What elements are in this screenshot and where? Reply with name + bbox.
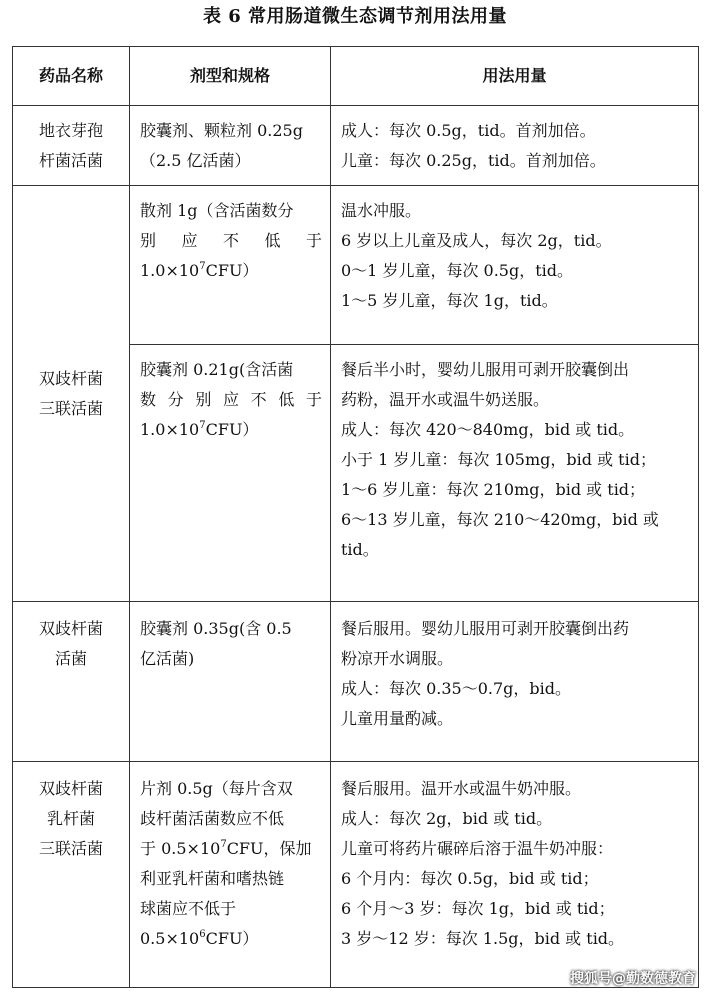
drug-name-cell — [13, 106, 130, 186]
usage-line: 儿童用量酌减。 — [341, 709, 454, 728]
usage-line: 餐后服用。温开水或温牛奶冲服。 — [341, 779, 582, 798]
usage-line: 6 岁以上儿童及成人，每次 2g，tid。 — [341, 231, 612, 250]
drug-name-line: 双歧杆菌 — [38, 779, 103, 798]
drug-name-cell — [13, 762, 130, 988]
usage-line: 6 个月～3 岁：每次 1g，bid 或 tid； — [341, 899, 615, 918]
drug-name-line: 杆菌活菌 — [38, 150, 103, 170]
drug-name-line: 双歧杆菌 — [38, 619, 103, 638]
drug-name-line: 地衣芽孢 — [38, 120, 103, 140]
usage-line: 温水冲服。 — [341, 201, 422, 220]
header-form-spec: 剂型和规格 — [130, 47, 331, 106]
usage-cell — [331, 602, 699, 762]
form-spec-line: 胶囊剂 0.35g(含 0.5 — [140, 619, 292, 638]
usage-cell — [331, 186, 699, 345]
form-spec-cell — [130, 762, 331, 988]
form-spec-line: 数 分 别 应 不 低 于 — [140, 390, 322, 409]
usage-line: 餐后服用。婴幼儿服用可剥开胶囊倒出药 — [341, 619, 630, 638]
form-spec-line: 球菌应不低于 — [140, 899, 237, 918]
table-row — [13, 762, 699, 988]
header-usage: 用法用量 — [331, 47, 699, 106]
form-spec-line: 胶囊剂、颗粒剂 0.25g — [140, 121, 303, 140]
form-spec-line: 片剂 0.5g（每片含双 — [140, 779, 293, 798]
usage-line: 药粉，温开水或温牛奶送服。 — [341, 390, 550, 409]
table-row — [13, 106, 699, 186]
form-spec-line: 歧杆菌活菌数应不低 — [140, 809, 285, 828]
usage-cell — [331, 762, 699, 988]
drug-name-line: 三联活菌 — [38, 839, 103, 858]
form-spec-line: 散剂 1g（含活菌数分 — [140, 201, 294, 220]
usage-line: 1～6 岁儿童：每次 210mg，bid 或 tid； — [341, 480, 646, 499]
usage-line: 儿童可将药片碾碎后溶于温牛奶冲服： — [341, 839, 614, 858]
form-spec-line: $1.0\times 10^7CFU$） — [140, 260, 259, 280]
form-spec-line: 亿活菌) — [140, 649, 195, 668]
usage-line: 3 岁～12 岁：每次 1.5g，bid 或 tid。 — [341, 929, 625, 948]
table-row — [13, 602, 699, 762]
table-title: 表 6 常用肠道微生态调节剂用法用量 — [202, 6, 508, 27]
drug-name-line: 三联活菌 — [38, 398, 103, 418]
drug-name-line: 双歧杆菌 — [38, 368, 103, 388]
table-row — [13, 186, 699, 345]
usage-line: 1～5 岁儿童，每次 1g，tid。 — [341, 291, 558, 310]
form-spec-line: 于 $0.5\times 10^7CFU$，保加 — [140, 838, 312, 858]
usage-line: 成人：每次 0.5g，tid。首剂加倍。 — [341, 121, 596, 140]
form-spec-line: $0.5\times 10^6CFU$） — [140, 928, 259, 948]
usage-line: tid。 — [341, 540, 379, 559]
usage-cell — [331, 345, 699, 602]
usage-line: 餐后半小时，婴幼儿服用可剥开胶囊倒出 — [341, 360, 630, 379]
usage-line: 成人：每次 2g，bid 或 tid。 — [341, 809, 553, 828]
form-spec-line: 利亚乳杆菌和嗜热链 — [140, 869, 285, 888]
usage-line: 小于 1 岁儿童：每次 105mg，bid 或 tid； — [341, 450, 656, 469]
form-spec-cell — [130, 345, 331, 602]
form-spec-line: 别 应 不 低 于 — [140, 231, 322, 250]
form-spec-line: 胶囊剂 0.21g(含活菌 — [140, 360, 294, 379]
drug-name-line: 乳杆菌 — [46, 809, 95, 828]
form-spec-cell — [130, 106, 331, 186]
header-row — [13, 47, 699, 106]
usage-line: 粉凉开水调服。 — [341, 649, 454, 668]
drug-name-cell — [13, 602, 130, 762]
usage-line: 6～13 岁儿童，每次 210～420mg，bid 或 — [341, 510, 659, 529]
watermark-text: 搜狐号@勤数德教育 — [570, 971, 696, 987]
form-spec-line: （2.5 亿活菌） — [140, 151, 251, 170]
form-spec-line: $1.0\times 10^7CFU$） — [140, 419, 259, 439]
usage-line: 0～1 岁儿童，每次 0.5g，tid。 — [341, 261, 574, 280]
usage-line: 成人：每次 0.35～0.7g，bid。 — [341, 679, 572, 698]
drug-name-cell — [13, 186, 130, 602]
form-spec-cell — [130, 186, 331, 345]
usage-cell — [331, 106, 699, 186]
usage-line: 6 个月内：每次 0.5g，bid 或 tid； — [341, 869, 599, 888]
form-spec-cell — [130, 602, 331, 762]
drug-name-line: 活菌 — [54, 649, 87, 668]
header-drug-name: 药品名称 — [13, 47, 130, 106]
dosage-table — [12, 46, 699, 988]
usage-line: 儿童：每次 0.25g，tid。首剂加倍。 — [341, 151, 606, 170]
usage-line: 成人：每次 420～840mg，bid 或 tid。 — [341, 420, 635, 439]
